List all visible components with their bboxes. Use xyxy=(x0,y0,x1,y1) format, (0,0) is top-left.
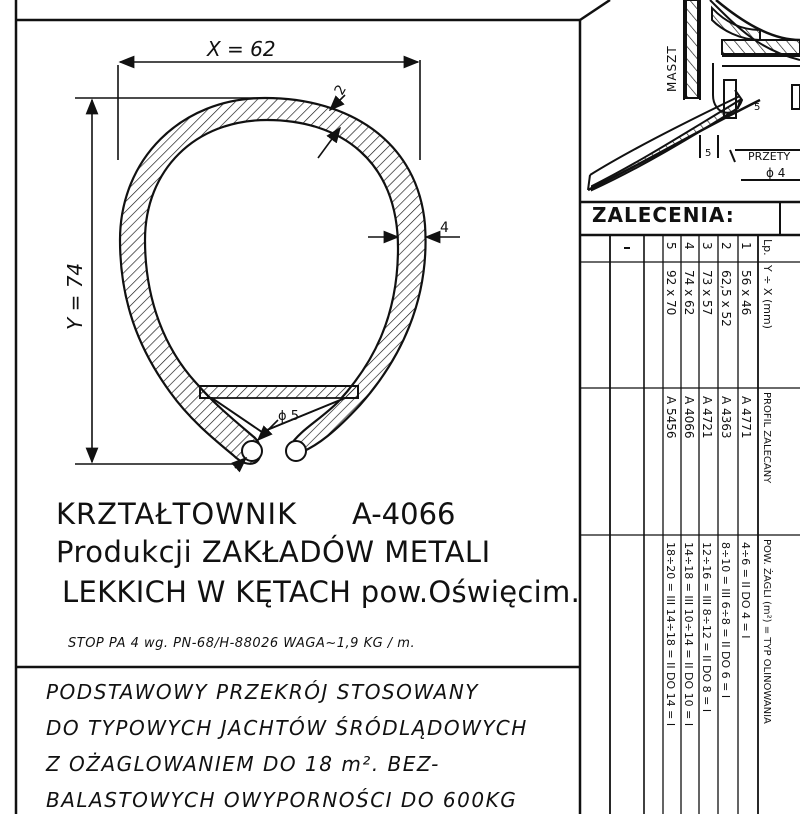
table-heading: ZALECENIA: xyxy=(592,203,735,227)
description-line: DO TYPOWYCH JACHTÓW ŚRÓDLĄDOWYCH xyxy=(46,716,528,740)
dim-5-b: 5 xyxy=(754,102,761,113)
col-header-dims: Y ÷ X (mm) xyxy=(761,265,774,329)
table-row xyxy=(700,242,714,712)
description-line: Z OŻAGLOWANIEM DO 18 m². BEZ- xyxy=(46,752,440,776)
mast-label: MASZT xyxy=(665,45,679,92)
dim-x-label: X = 62 xyxy=(207,37,276,61)
dim-bead-label: ϕ 5 xyxy=(278,409,299,424)
manufacturer-location: LEKKICH W KĘTACH pow.Oświęcim. xyxy=(62,575,581,609)
dim-wall-side-label: 4 xyxy=(440,220,449,236)
manufacturer-line: Produkcji ZAKŁADÓW METALI xyxy=(56,535,491,569)
dim-y-label: Y = 74 xyxy=(63,262,87,330)
description-line: PODSTAWOWY PRZEKRÓJ STOSOWANY xyxy=(46,680,480,704)
col-header-profile: PROFIL ZALECANY xyxy=(761,392,772,484)
profile-cross-section xyxy=(120,98,426,464)
row-sail: 18÷20 = III 14÷18 = II DO 14 = I xyxy=(664,542,677,727)
row-sail: 14÷18 = III 10÷14 = II DO 10 = I xyxy=(682,542,695,727)
row-dims: 62,5 x 52 xyxy=(719,270,733,327)
row-lp: 2 xyxy=(719,242,733,250)
row-lp: 3 xyxy=(700,242,714,250)
row-dims: 74 x 62 xyxy=(682,270,696,316)
row-profile: A 5456 xyxy=(664,396,678,439)
dim-wall-top-label: 2 xyxy=(331,82,350,98)
col-header-lp: Lp. xyxy=(761,239,774,256)
row-dims: 73 x 57 xyxy=(700,270,714,316)
material-note: STOP PA 4 wg. PN-68/H-88026 WAGA~1,9 KG / m. xyxy=(68,636,416,651)
row-profile: A 4363 xyxy=(719,396,733,439)
table-headers xyxy=(761,239,774,724)
row-sail: 4÷6 = II DO 4 = I xyxy=(739,542,752,639)
pin-diameter-label: ϕ 4 xyxy=(766,166,786,180)
row-lp: 5 xyxy=(664,242,678,250)
row-lp: 1 xyxy=(739,242,753,250)
table-row xyxy=(719,242,733,698)
row-sail: 12÷16 = III 8÷12 = II DO 8 = I xyxy=(700,542,713,713)
row-dims: 92 x 70 xyxy=(664,270,678,316)
profile-name: KRZTAŁTOWNIK xyxy=(56,497,298,531)
row-profile: A 4771 xyxy=(739,396,753,439)
table-row xyxy=(682,242,696,726)
row-profile: A 4066 xyxy=(682,396,696,439)
col-header-sail: POW. ŻAGLI (m²) = TYP OLINOWANIA xyxy=(761,539,772,724)
dim-5-a: 5 xyxy=(705,148,712,159)
row-dims: 56 x 46 xyxy=(739,270,753,316)
przetyczka-label: PRZETY xyxy=(748,150,791,163)
table-row xyxy=(664,242,678,726)
table-rows xyxy=(664,242,753,726)
row-profile: A 4721 xyxy=(700,396,714,439)
row-sail: 8÷10 = III 6÷8 = II DO 6 = I xyxy=(719,542,732,699)
description-line: BALASTOWYCH OWYPORNOŚCI DO 600KG xyxy=(46,788,518,812)
row-lp: 4 xyxy=(682,242,696,250)
profile-code: A-4066 xyxy=(352,497,456,531)
table-row xyxy=(739,242,753,639)
